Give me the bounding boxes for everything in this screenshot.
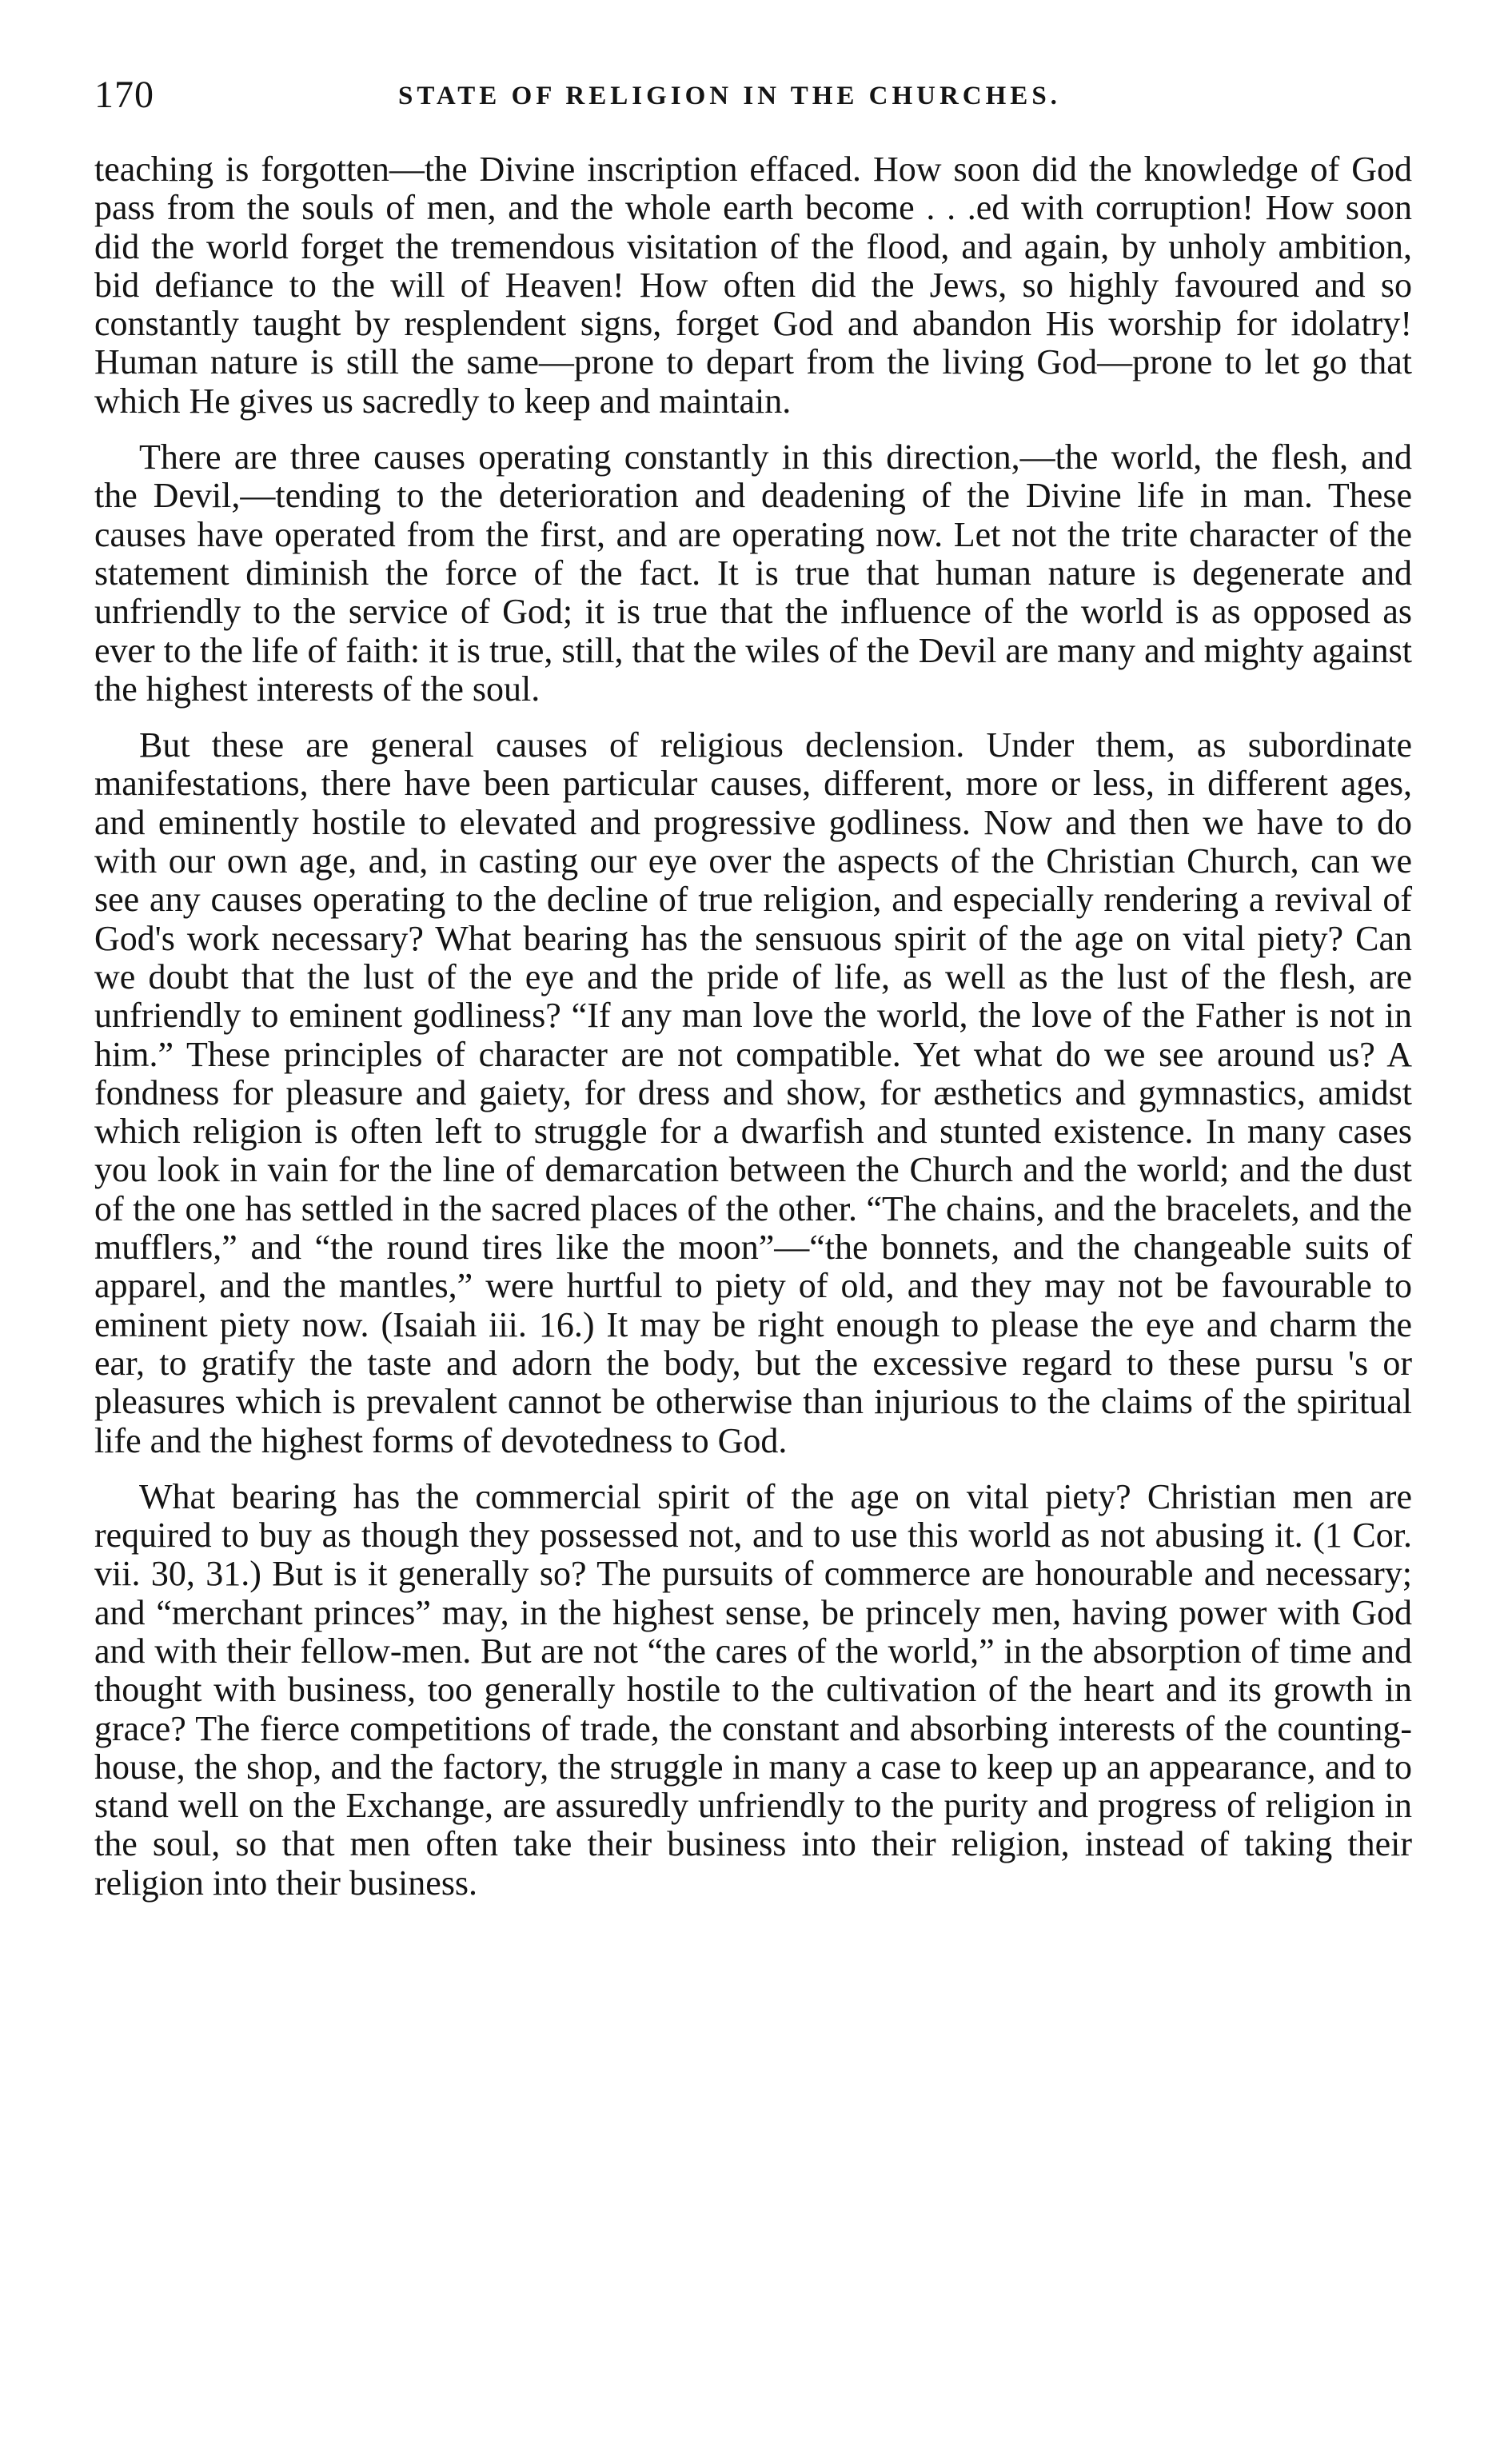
running-title: STATE OF RELIGION IN THE CHURCHES. bbox=[398, 82, 1061, 110]
running-header bbox=[94, 67, 1412, 123]
paragraph-gap bbox=[94, 709, 1412, 726]
paragraph-gap bbox=[94, 1460, 1412, 1478]
body-text bbox=[94, 150, 1412, 1903]
page-number: 170 bbox=[94, 74, 154, 116]
paragraph: There are three causes operating constantly in this direction,—the world, the flesh, and the Devil,—tending to the deterioration and deadening of the Divine life in man. These causes have operated from the first, and are operating now. Let not the trite character of the statement diminish the force of the fact. It is true that human nature is degenerate and unfriendly to the service of God; it is true that the influence of the world is as opposed as ever to the life of faith: it is true, still, that the wiles of the Devil are many and mighty against the highest interests of the soul. bbox=[94, 437, 1412, 709]
paragraph: teaching is forgotten—the Divine inscription effaced. How soon did the knowledge of God pass from the souls of men, and the whole earth become . . .ed with corruption! How soon did the world forget the tremendous visitation of the flood, and again, by unholy ambition, bid defiance to the will of Heaven! How often did the Jews, so highly favoured and so constantly taught by resplendent signs, forget God and abandon His worship for idolatry! Human nature is still the same—prone to depart from the living God—prone to let go that which He gives us sacredly to keep and maintain. bbox=[94, 150, 1412, 421]
paragraph: But these are general causes of religious declension. Under them, as subordinate manifestations, there have been particular causes, different, more or less, in different ages, and eminently hostile to elevated and progressive godliness. Now and then we have to do with our own age, and, in casting our eye over the aspects of the Christian Church, can we see any causes operating to the decline of true religion, and especially rendering a revival of God's work necessary? What bearing has the sensuous spirit of the age on vital piety? Can we doubt that the lust of the eye and the pride of life, as well as the lust of the flesh, are unfriendly to eminent godliness? “If any man love the world, the love of the Father is not in him.” These principles of character are not compatible. Yet what do we see around us? A fondness for pleasure and gaiety, for dress and show, for æsthetics and gymnastics, amidst which religion is often left to struggle for a dwarfish and stunted existence. In many cases you look in vain for the line of demarcation between the Church and the world; and the dust of the one has settled in the sacred places of the other. “The chains, and the bracelets, and the mufflers,” and “the round tires like the moon”—“the bonnets, and the changeable suits of apparel, and the mantles,” were hurtful to piety of old, and they may not be favourable to eminent piety now. (Isaiah iii. 16.) It may be right enough to please the eye and charm the ear, to gratify the taste and adorn the body, but the excessive regard to these pursu 's or pleasures which is prevalent cannot be otherwise than injurious to the claims of the spiritual life and the highest forms of devotedness to God. bbox=[94, 725, 1412, 1460]
paragraph: What bearing has the commercial spirit of the age on vital piety? Christian men are required to buy as though they possessed not, and to use this world as not abusing it. (1 Cor. vii. 30, 31.) But is it generally so? The pursuits of commerce are honourable and necessary; and “merchant princes” may, in the highest sense, be princely men, having power with God and with their fellow-men. But are not “the cares of the world,” in the absorption of time and thought with business, too generally hostile to the cultivation of the heart and its growth in grace? The fierce competitions of trade, the constant and absorbing interests of the counting-house, the shop, and the factory, the struggle in many a case to keep up an appearance, and to stand well on the Exchange, are assuredly unfriendly to the purity and progress of religion in the soul, so that men often take their business into their religion, instead of taking their religion into their business. bbox=[94, 1476, 1412, 1903]
paragraph-gap bbox=[94, 421, 1412, 438]
